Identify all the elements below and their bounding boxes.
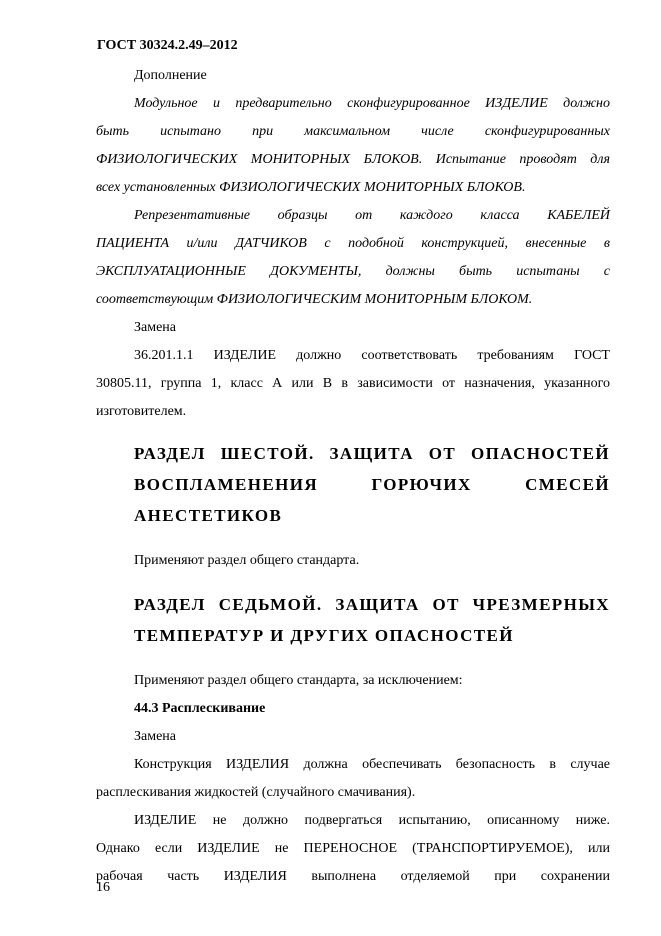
heading-line: ВОСПЛАМЕНЕНИЯ ГОРЮЧИХ СМЕСЕЙ: [134, 475, 610, 494]
label-replace: Замена: [134, 729, 177, 744]
heading-line: РАЗДЕЛ СЕДЬМОЙ. ЗАЩИТА ОТ ЧРЕЗМЕРНЫХ: [134, 595, 610, 614]
section-6-text: Применяют раздел общего стандарта.: [134, 553, 360, 568]
label-supplement: Дополнение: [134, 68, 207, 83]
text-line: Модульное и предварительно сконфигурированное ИЗДЕЛИЕ должно: [134, 96, 610, 111]
section-7-heading: [96, 589, 610, 651]
page-content: [96, 62, 610, 891]
text-line: соответствующим ФИЗИОЛОГИЧЕСКИМ МОНИТОРНЫМ БЛОКОМ.: [96, 292, 533, 307]
text-line: 30805.11, группа 1, класс А или В в зависимости от назначения, указанного: [96, 376, 610, 391]
text-line: Конструкция ИЗДЕЛИЯ должна обеспечивать безопасность в случае: [134, 757, 610, 772]
supplement-paragraph-2: [96, 202, 610, 314]
text-line: Однако если ИЗДЕЛИЕ не ПЕРЕНОСНОЕ (ТРАНСПОРТИРУЕМОЕ), или: [96, 841, 610, 856]
text-line: быть испытано при максимальном числе сконфигурированных: [96, 124, 610, 139]
construction-paragraph: [96, 751, 610, 807]
subclause-title: 44.3 Расплескивание: [134, 701, 266, 716]
text-line: ЭКСПЛУАТАЦИОННЫЕ ДОКУМЕНТЫ, должны быть испытаны с: [96, 264, 610, 279]
text-line: изготовителем.: [96, 404, 187, 419]
text-line: ПАЦИЕНТА и/или ДАТЧИКОВ с подобной конструкцией, внесенные в: [96, 236, 610, 251]
text-line: всех установленных ФИЗИОЛОГИЧЕСКИХ МОНИТОРНЫХ БЛОКОВ.: [96, 180, 526, 195]
heading-line: ТЕМПЕРАТУР И ДРУГИХ ОПАСНОСТЕЙ: [134, 626, 514, 645]
standard-header: ГОСТ 30324.2.49–2012: [97, 38, 238, 53]
heading-line: РАЗДЕЛ ШЕСТОЙ. ЗАЩИТА ОТ ОПАСНОСТЕЙ: [134, 444, 610, 463]
text-line: рабочая часть ИЗДЕЛИЯ выполнена отделяемой при сохранении: [96, 869, 610, 884]
text-line: ФИЗИОЛОГИЧЕСКИХ МОНИТОРНЫХ БЛОКОВ. Испытание проводят для: [96, 152, 610, 167]
heading-line: АНЕСТЕТИКОВ: [134, 506, 283, 525]
text-line: ИЗДЕЛИЕ не должно подвергаться испытанию, описанному ниже.: [134, 813, 610, 828]
supplement-paragraph-1: [96, 90, 610, 202]
product-paragraph: [96, 807, 610, 891]
clause-36-201-1-1: [96, 342, 610, 426]
text-line: расплескивания жидкостей (случайного смачивания).: [96, 785, 416, 800]
text-line: Репрезентативные образцы от каждого класса КАБЕЛЕЙ: [134, 208, 610, 223]
section-7-text: Применяют раздел общего стандарта, за исключением:: [134, 673, 463, 688]
page-number: 16: [96, 880, 110, 895]
text-line: 36.201.1.1 ИЗДЕЛИЕ должно соответствовать требованиям ГОСТ: [134, 348, 610, 363]
label-replace: Замена: [134, 320, 177, 335]
section-6-heading: [96, 438, 610, 531]
